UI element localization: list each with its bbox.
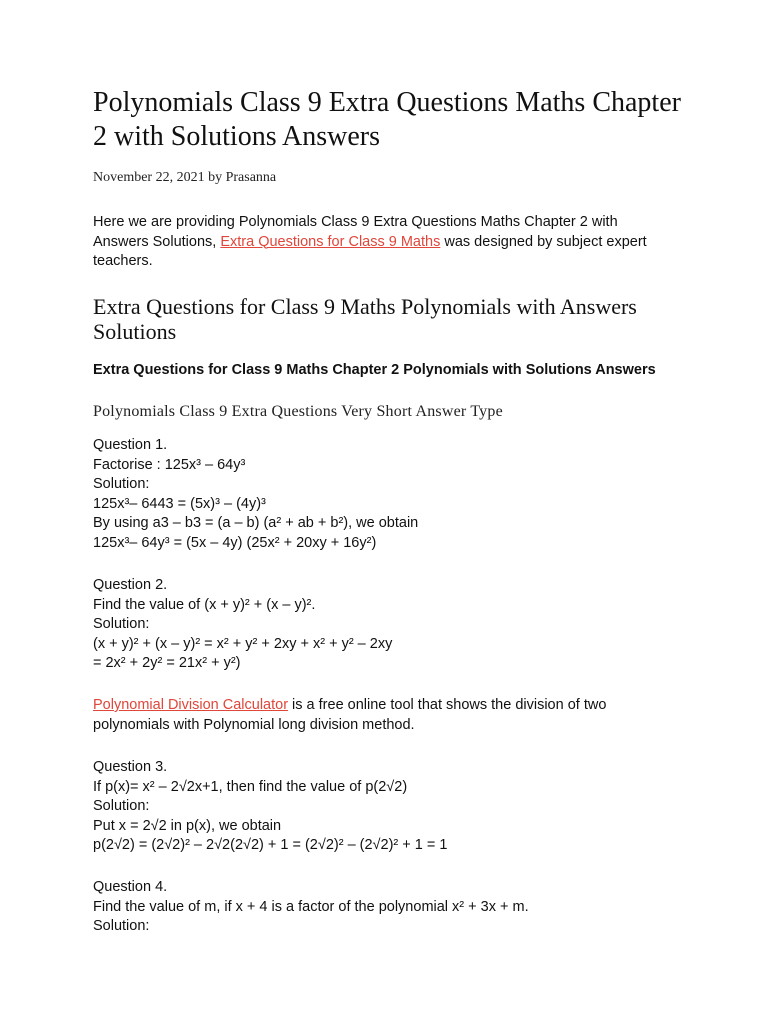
- question-line: Factorise : 125x³ – 64y³: [93, 456, 246, 473]
- question-line: Find the value of m, if x + 4 is a factor of the polynomial x² + 3x + m.: [93, 898, 529, 915]
- question-line: = 2x² + 2y² = 21x² + y²): [93, 655, 241, 671]
- question-line: If p(x)= x² – 2√2x+1, then find the value of p(2√2): [93, 778, 408, 795]
- question-line: Put x = 2√2 in p(x), we obtain: [93, 817, 282, 834]
- question-line: Question 3.: [93, 759, 168, 775]
- question-line: Solution:: [93, 616, 150, 632]
- question-line: Question 1.: [93, 437, 168, 453]
- question-line: Find the value of (x + y)² + (x – y)².: [93, 596, 316, 613]
- sub-heading: Polynomials Class 9 Extra Questions Very Short Answer Type: [93, 403, 503, 420]
- calculator-text: is a free online tool that shows the division of two polynomials with Polynomial long division method.: [93, 697, 607, 733]
- intro-text: Here we are providing Polynomials Class 9 Extra Questions Maths Chapter 2 with Answers Solutions,: [93, 214, 618, 250]
- intro-text-end: was designed by subject expert teachers.: [93, 233, 647, 269]
- polynomial-division-calculator-link[interactable]: Polynomial Division Calculator: [93, 697, 289, 713]
- calculator-paragraph: [93, 696, 673, 735]
- question-line: Question 4.: [93, 879, 168, 895]
- question-block-4: [93, 878, 693, 937]
- question-line: 125x³– 64y³ = (5x – 4y) (25x² + 20xy + 16y²): [93, 534, 377, 551]
- question-line: Solution:: [93, 798, 150, 814]
- question-line: (x + y)² + (x – y)² = x² + y² + 2xy + x² + y² – 2xy: [93, 635, 393, 652]
- question-line: By using a3 – b3 = (a – b) (a² + ab + b²), we obtain: [93, 515, 419, 531]
- section-heading: Extra Questions for Class 9 Maths Polynomials with Answers Solutions: [93, 294, 637, 344]
- question-block-3: [93, 758, 693, 856]
- post-meta: November 22, 2021 by Prasanna: [93, 170, 277, 185]
- question-block-1: [93, 436, 693, 553]
- extra-questions-link[interactable]: Extra Questions for Class 9 Maths: [220, 233, 441, 250]
- bold-heading: Extra Questions for Class 9 Maths Chapter 2 Polynomials with Solutions Answers: [93, 362, 656, 378]
- intro-paragraph: [93, 213, 673, 272]
- question-line: Solution:: [93, 918, 150, 934]
- page-title: Polynomials Class 9 Extra Questions Maths Chapter 2 with Solutions Answers: [93, 87, 681, 152]
- question-line: Question 2.: [93, 577, 168, 593]
- question-line: p(2√2) = (2√2)² – 2√2(2√2) + 1 = (2√2)² – (2√2)² + 1 = 1: [93, 837, 448, 853]
- question-block-2: [93, 576, 693, 674]
- question-line: 125x³– 6443 = (5x)³ – (4y)³: [93, 495, 266, 512]
- question-line: Solution:: [93, 476, 150, 492]
